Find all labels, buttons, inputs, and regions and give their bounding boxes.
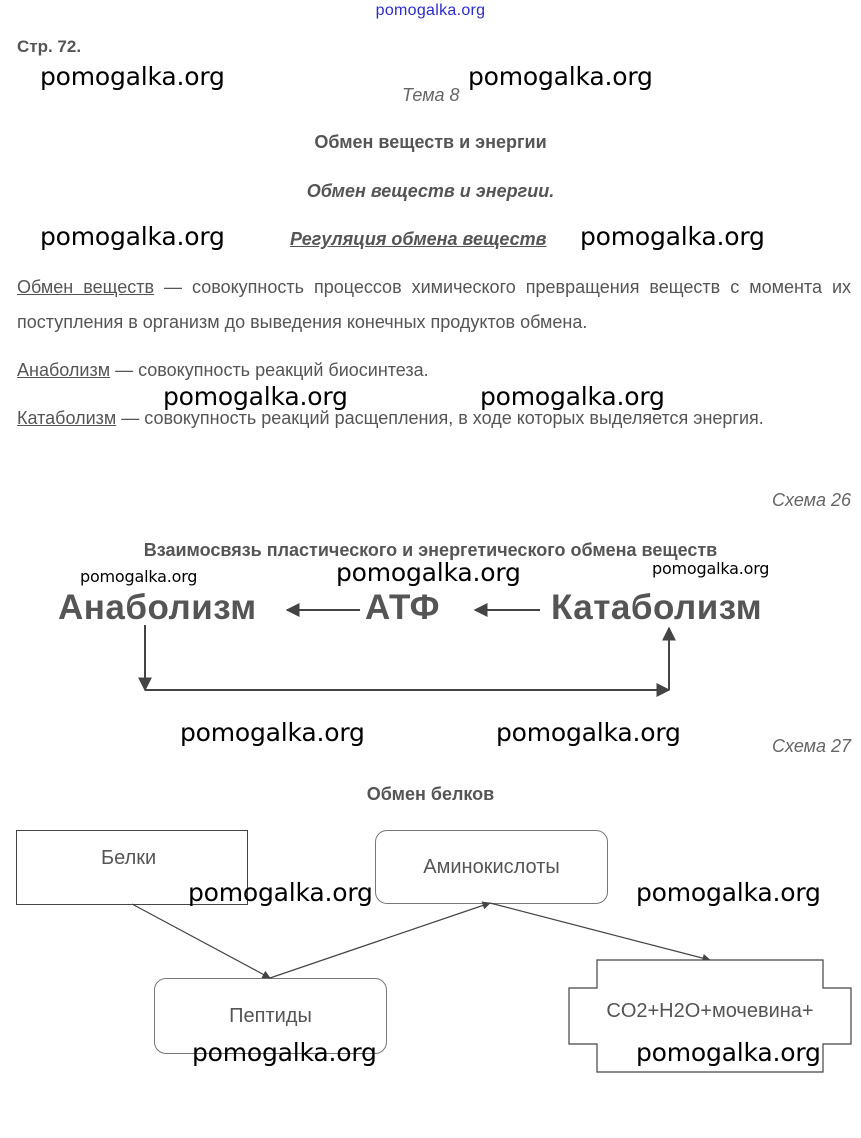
watermark: pomogalka.org	[192, 1038, 377, 1067]
watermark: pomogalka.org	[336, 558, 521, 587]
definition-text: — совокупность реакций расщепления, в ходе которых выделяется энергия.	[116, 408, 764, 428]
arrow-proteins-to-peptides	[132, 904, 270, 978]
watermark: pomogalka.org	[163, 382, 348, 411]
theme-label: Тема 8	[402, 85, 460, 105]
node-label: Белки	[101, 847, 157, 869]
watermark: pomogalka.org	[188, 878, 373, 907]
watermark: pomogalka.org	[80, 567, 198, 586]
schema-27-title: Обмен белков	[366, 784, 495, 804]
node-anabolism: Анаболизм	[58, 588, 257, 627]
node-catabolism: Катаболизм	[551, 588, 763, 627]
definition-text: — совокупность процессов химического превращения веществ с момента их поступления в организм до выведения конечных продуктов обмена.	[17, 277, 851, 332]
section-heading: Регуляция обмена веществ	[290, 229, 547, 249]
watermark: pomogalka.org	[40, 62, 225, 91]
top-watermark: pomogalka.org	[375, 2, 486, 19]
definition-text: — совокупность реакций биосинтеза.	[110, 360, 429, 380]
arrow-amino-to-products	[490, 903, 710, 960]
watermark: pomogalka.org	[40, 222, 225, 251]
watermark: pomogalka.org	[580, 222, 765, 251]
node-label: Пептиды	[229, 1004, 312, 1027]
definition-term: Анаболизм	[17, 360, 111, 380]
schema-27-label: Схема 27	[772, 736, 851, 756]
node-atp: АТФ	[365, 588, 440, 627]
watermark: pomogalka.org	[180, 718, 365, 747]
watermark: pomogalka.org	[480, 382, 665, 411]
watermark: pomogalka.org	[468, 62, 653, 91]
definition-term: Обмен веществ	[17, 277, 155, 297]
watermark: pomogalka.org	[496, 718, 681, 747]
watermark: pomogalka.org	[636, 878, 821, 907]
page-reference: Стр. 72.	[17, 37, 82, 56]
page-subtitle: Обмен веществ и энергии.	[306, 181, 555, 201]
schema-26-title: Взаимосвязь пластического и энергетического обмена веществ	[143, 540, 718, 560]
node-label: Аминокислоты	[423, 855, 560, 878]
page-title: Обмен веществ и энергии	[314, 132, 547, 152]
node-products-label: CO2+H2O+мочевина+	[606, 1000, 814, 1022]
watermark: pomogalka.org	[636, 1038, 821, 1067]
schema-26-label: Схема 26	[772, 490, 851, 510]
watermark: pomogalka.org	[652, 559, 770, 578]
definition-term: Катаболизм	[17, 408, 117, 428]
arrow-peptides-to-amino	[270, 903, 490, 978]
